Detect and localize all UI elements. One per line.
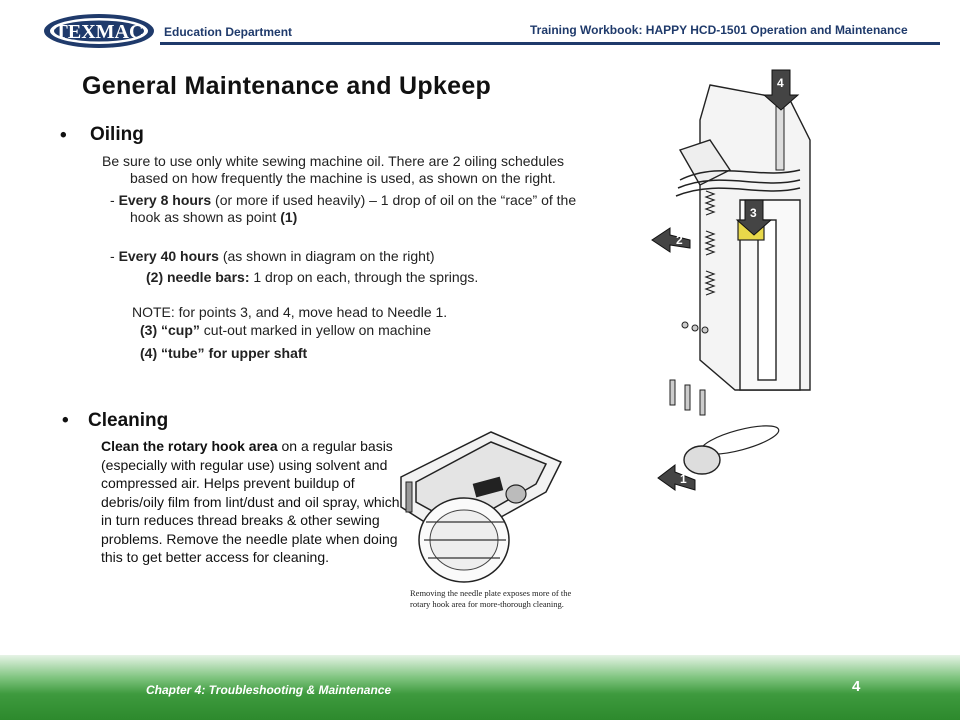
footer-band xyxy=(0,655,960,720)
item1-line2: hook as shown as point xyxy=(130,209,281,225)
oiling-note: NOTE: for points 3, and 4, move head to Needle 1. xyxy=(132,304,448,320)
cup-item xyxy=(140,322,660,339)
item1-point: (1) xyxy=(280,209,298,225)
needle-bold: (2) needle bars: xyxy=(146,269,250,285)
workbook-title: Training Workbook: HAPPY HCD-1501 Operation and Maintenance xyxy=(530,23,908,37)
item1-bold: Every 8 hours xyxy=(118,192,212,208)
callout-2: 2 xyxy=(676,233,683,247)
page-title: General Maintenance and Upkeep xyxy=(82,72,492,100)
header-divider xyxy=(160,42,940,45)
callout-1: 1 xyxy=(680,472,687,486)
cleaning-paragraph xyxy=(101,437,401,567)
machine-head-diagram xyxy=(640,60,815,500)
rotary-hook-illustration xyxy=(396,422,566,587)
callout-3: 3 xyxy=(750,206,757,220)
cleaning-bold-lead: Clean the rotary hook area xyxy=(101,438,278,454)
cleaning-heading: Cleaning xyxy=(88,410,169,431)
cleaning-bullet: • xyxy=(62,410,69,431)
cleaning-body: on a regular basis (especially with regular use) using solvent and compressed air. Helps prevent buildup of debris/oily film from lint/dust and oil spray, which in turn reduces thread breaks & other sewing problems. Remove the needle plate when doing this to get better access for cleaning. xyxy=(101,438,400,565)
needle-bars-item xyxy=(146,269,666,286)
callout-4: 4 xyxy=(777,76,784,90)
department-label: Education Department xyxy=(164,25,293,39)
item1-rest: (or more if used heavily) – 1 drop of oil on the “race” of the xyxy=(211,192,577,208)
cup-rest: cut-out marked in yellow on machine xyxy=(199,322,431,338)
texmac-logo xyxy=(42,12,156,50)
item1-prefix: - xyxy=(110,192,119,208)
oiling-intro-line1: Be sure to use only white sewing machine oil. There are 2 oiling schedules xyxy=(102,153,564,169)
tube-item: (4) “tube” for upper shaft xyxy=(140,345,308,361)
item2-prefix: - xyxy=(110,248,119,264)
needle-rest: 1 drop on each, through the springs. xyxy=(249,269,479,285)
hook-caption: Removing the needle plate exposes more of the rotary hook area for more-thorough cleaning. xyxy=(410,588,572,609)
cup-bold: (3) “cup” xyxy=(140,322,200,338)
chapter-label: Chapter 4: Troubleshooting & Maintenance xyxy=(146,683,392,697)
oiling-item-40hours xyxy=(110,248,630,265)
item2-bold: Every 40 hours xyxy=(118,248,219,264)
page-number: 4 xyxy=(852,678,861,695)
oiling-item-8hours xyxy=(110,192,650,226)
oiling-heading: Oiling xyxy=(90,124,144,145)
oiling-intro-line2: based on how frequently the machine is used, as shown on the right. xyxy=(130,170,556,186)
svg-text:TEXMAC: TEXMAC xyxy=(54,21,144,43)
oiling-intro xyxy=(102,153,647,187)
item2-rest: (as shown in diagram on the right) xyxy=(218,248,435,264)
oiling-bullet: • xyxy=(60,125,67,146)
